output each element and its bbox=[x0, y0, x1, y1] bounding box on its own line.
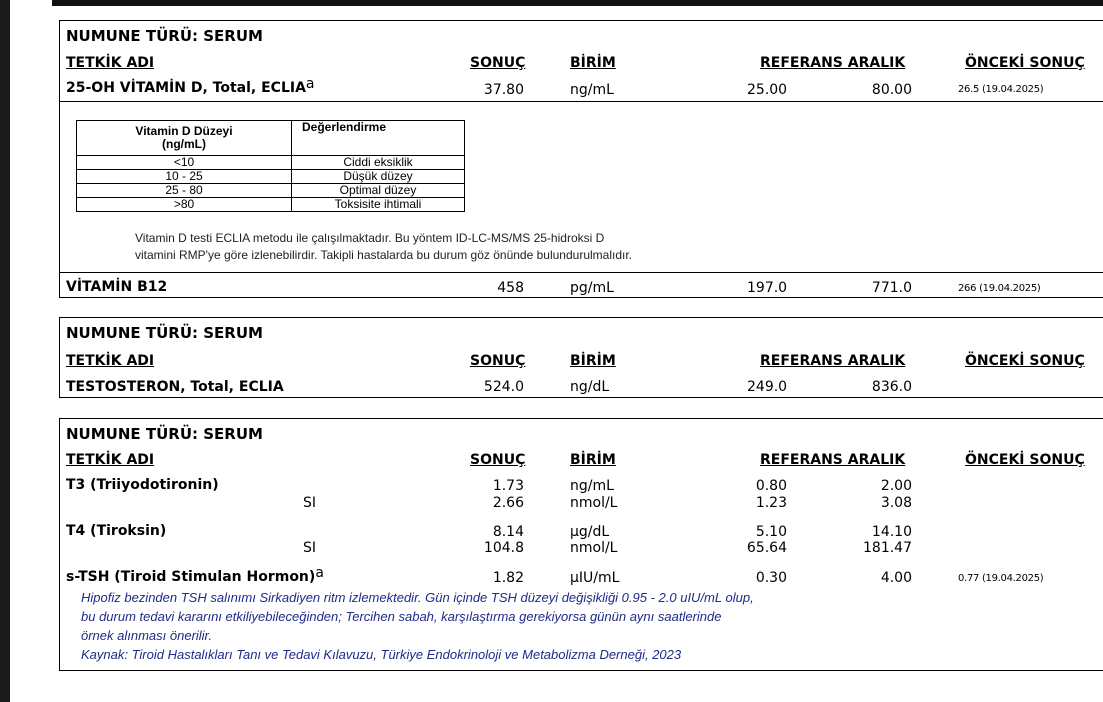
col-previous: ÖNCEKİ SONUÇ bbox=[965, 452, 1085, 468]
col-test-name: TETKİK ADI bbox=[66, 452, 155, 468]
test-b12-result: 458 bbox=[497, 280, 524, 296]
vitd-table-range: >80 bbox=[77, 198, 292, 212]
vitd-table-range: <10 bbox=[77, 156, 292, 170]
test-t4-unit: µg/dL bbox=[570, 524, 610, 540]
row-divider bbox=[60, 101, 1103, 102]
test-vitd-ref-high: 80.00 bbox=[871, 82, 912, 98]
test-t3-si-result: 2.66 bbox=[492, 495, 524, 511]
test-vitd-result: 37.80 bbox=[483, 82, 524, 98]
col-unit: BİRİM bbox=[570, 452, 616, 468]
test-t4-ref-low: 5.10 bbox=[755, 524, 787, 540]
test-vitd-unit: ng/mL bbox=[570, 82, 614, 98]
col-test-name: TETKİK ADI bbox=[66, 55, 155, 71]
test-t4-si-unit: nmol/L bbox=[570, 540, 618, 556]
col-reference: REFERANS ARALIK bbox=[760, 55, 906, 71]
test-b12-unit: pg/mL bbox=[570, 280, 614, 296]
test-t4-ref-high: 14.10 bbox=[871, 524, 912, 540]
test-testosterone-name: TESTOSTERON, Total, ECLIA bbox=[66, 379, 284, 395]
vitd-table-range: 10 - 25 bbox=[77, 170, 292, 184]
vitd-table-eval: Optimal düzey bbox=[292, 184, 465, 198]
test-testosterone-result: 524.0 bbox=[483, 379, 524, 395]
test-b12-previous: 266 (19.04.2025) bbox=[958, 283, 1041, 294]
test-t3-si-label: SI bbox=[303, 495, 317, 511]
vitd-note-line1: Vitamin D testi ECLIA metodu ile çalışılmaktadır. Bu yöntem ID-LC-MS/MS 25-hidroksi D bbox=[135, 231, 605, 245]
row-divider bbox=[60, 272, 1103, 273]
test-t4-name: T4 (Tiroksin) bbox=[66, 523, 167, 539]
left-edge-bar bbox=[0, 0, 10, 702]
test-vitd-ref-low: 25.00 bbox=[747, 82, 788, 98]
specimen-type-label: NUMUNE TÜRÜ: SERUM bbox=[66, 324, 263, 342]
vitd-reference-table bbox=[76, 120, 465, 212]
test-tsh-result: 1.82 bbox=[492, 570, 524, 586]
test-t4-si-ref-high: 181.47 bbox=[863, 540, 912, 556]
test-b12-ref-low: 197.0 bbox=[747, 280, 788, 296]
tsh-note-line2: bu durum tedavi kararını etkiliyebileceğinden; Tercihen sabah, karşılaştırma gerekiyorsa günün aynı saatlerinde bbox=[81, 609, 722, 624]
test-tsh-previous: 0.77 (19.04.2025) bbox=[958, 573, 1044, 584]
col-unit: BİRİM bbox=[570, 55, 616, 71]
test-t3-si-ref-high: 3.08 bbox=[880, 495, 912, 511]
test-t3-si-ref-low: 1.23 bbox=[755, 495, 787, 511]
test-tsh-unit: µIU/mL bbox=[570, 570, 620, 586]
tsh-note-source: Kaynak: Tiroid Hastalıkları Tanı ve Tedavi Kılavuzu, Türkiye Endokrinoloji ve Metabolizma Derneği, 2023 bbox=[81, 647, 682, 662]
col-result: SONUÇ bbox=[470, 452, 526, 468]
test-tsh-ref-high: 4.00 bbox=[880, 570, 912, 586]
test-t3-name: T3 (Triiyodotironin) bbox=[66, 477, 219, 493]
tsh-note-line3: örnek alınması önerilir. bbox=[81, 628, 213, 643]
vitd-table-range: 25 - 80 bbox=[77, 184, 292, 198]
test-t4-si-label: SI bbox=[303, 540, 317, 556]
col-reference: REFERANS ARALIK bbox=[760, 452, 906, 468]
tsh-note-line1: Hipofiz bezinden TSH salınımı Sirkadiyen ritm izlemektedir. Gün içinde TSH düzeyi değişikliği 0.95 - 2.0 uIU/mL olup, bbox=[81, 590, 754, 605]
test-t4-si-result: 104.8 bbox=[483, 540, 524, 556]
test-t4-result: 8.14 bbox=[492, 524, 524, 540]
vitd-table-header-eval: Değerlendirme bbox=[292, 121, 465, 156]
col-previous: ÖNCEKİ SONUÇ bbox=[965, 55, 1085, 71]
test-testosterone-unit: ng/dL bbox=[570, 379, 610, 395]
col-test-name: TETKİK ADI bbox=[66, 353, 155, 369]
test-tsh-ref-low: 0.30 bbox=[755, 570, 787, 586]
test-vitd-previous: 26.5 (19.04.2025) bbox=[958, 84, 1044, 95]
vitd-table-header-level: Vitamin D Düzeyi (ng/mL) bbox=[77, 121, 292, 156]
test-t3-si-unit: nmol/L bbox=[570, 495, 618, 511]
col-previous: ÖNCEKİ SONUÇ bbox=[965, 353, 1085, 369]
test-t3-ref-high: 2.00 bbox=[880, 478, 912, 494]
col-result: SONUÇ bbox=[470, 55, 526, 71]
test-t3-result: 1.73 bbox=[492, 478, 524, 494]
vitd-table-eval: Toksisite ihtimali bbox=[292, 198, 465, 212]
col-unit: BİRİM bbox=[570, 353, 616, 369]
vitd-table-eval: Ciddi eksiklik bbox=[292, 156, 465, 170]
test-testosterone-ref-low: 249.0 bbox=[747, 379, 788, 395]
specimen-type-label: NUMUNE TÜRÜ: SERUM bbox=[66, 425, 263, 443]
test-t3-ref-low: 0.80 bbox=[755, 478, 787, 494]
col-result: SONUÇ bbox=[470, 353, 526, 369]
test-t4-si-ref-low: 65.64 bbox=[746, 540, 787, 556]
top-edge-bar bbox=[52, 0, 1103, 6]
test-tsh-name: s-TSH (Tiroid Stimulan Hormon)a bbox=[66, 565, 324, 585]
test-testosterone-ref-high: 836.0 bbox=[871, 379, 912, 395]
vitd-table-eval: Düşük düzey bbox=[292, 170, 465, 184]
test-b12-ref-high: 771.0 bbox=[871, 280, 912, 296]
vitd-note-line2: vitamini RMP'ye göre izlenebilirdir. Takipli hastalarda bu durum göz önünde bulundurulmalıdır. bbox=[135, 248, 633, 262]
test-b12-name: VİTAMİN B12 bbox=[66, 279, 168, 295]
specimen-type-label: NUMUNE TÜRÜ: SERUM bbox=[66, 27, 263, 45]
test-vitd-name: 25-OH VİTAMİN D, Total, ECLIAa bbox=[66, 76, 315, 96]
test-t3-unit: ng/mL bbox=[570, 478, 614, 494]
col-reference: REFERANS ARALIK bbox=[760, 353, 906, 369]
